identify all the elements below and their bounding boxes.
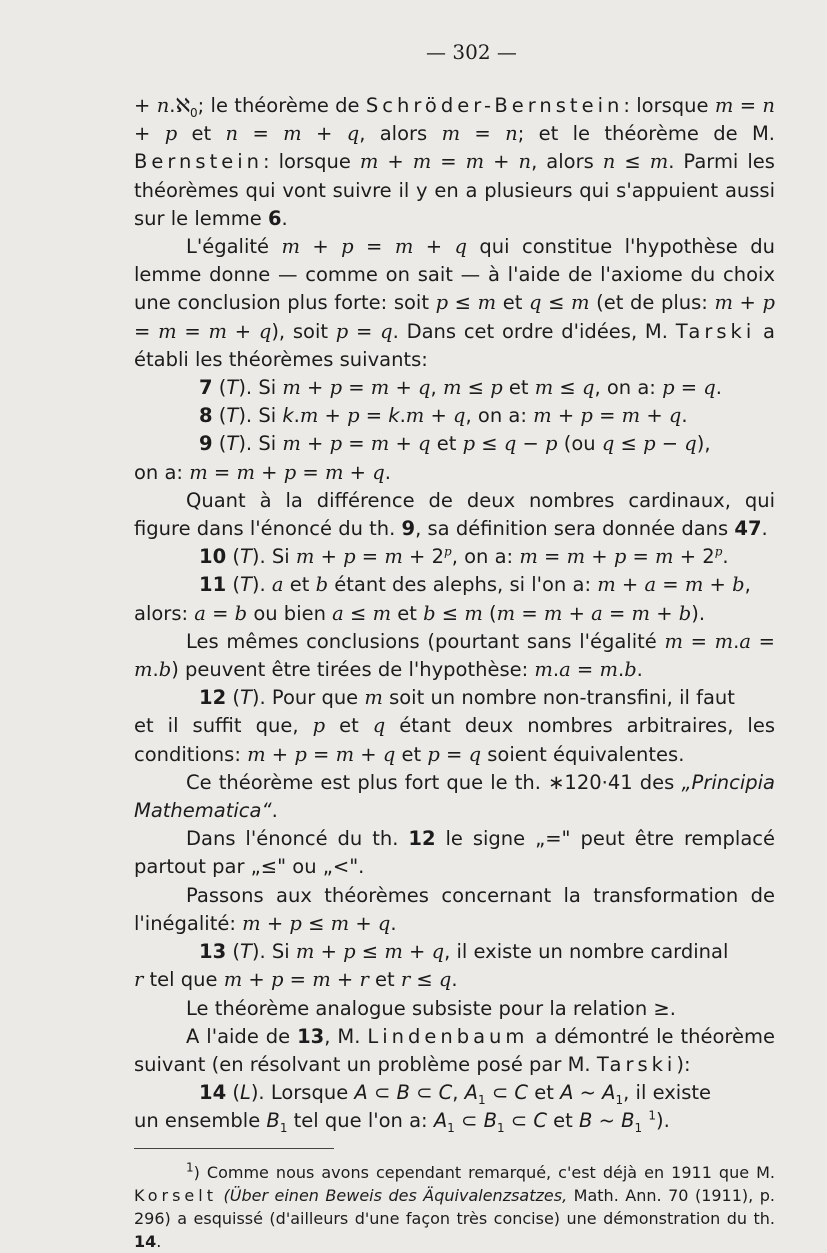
author-name: Korselt bbox=[134, 1185, 217, 1205]
citation-principia: „Principia Mathematica“ bbox=[134, 770, 775, 823]
paragraph: alors: a = b ou bien a ≤ m et b ≤ m (m = m + a = m + b). bbox=[134, 601, 706, 625]
theorem-ref: 6 bbox=[267, 206, 282, 230]
footnote: $^1$) Comme nous avons cependant remarqué, c'est déjà en 1911 que M. Korselt (Über einen Beweis des Äquivalenzsatzes, Math. Ann. 70 (1911), p. 296) a esquissé (d'ailleurs d'une façon très concise) une démonstration du th. 14. bbox=[134, 1160, 775, 1251]
paragraph: L'égalité m + p = m + q qui constitue l'hypothèse du lemme donne — comme on sait — à l'aide de l'axiome du choix une conclusion plus forte: soit p ≤ m et q ≤ m (et de plus: m + p = m = m + q), soit p = q. Dans cet ordre d'idées, M. Tarski a établi les théorèmes suivants: bbox=[134, 235, 775, 371]
theorem-8: 8 (T). Si k.m + p = k.m + q, on a: m + p = m + q. bbox=[199, 404, 688, 428]
page-number: — 302 — bbox=[426, 40, 517, 64]
theorem-13: 13 (T). Si m + p ≤ m + q, il existe un nombre cardinal bbox=[199, 940, 729, 964]
paragraph: Ce théorème est plus fort que le th. ∗120·41 des „Principia Mathematica“. bbox=[134, 770, 775, 823]
theorem-7: 7 (T). Si m + p = m + q, m ≤ p et m ≤ q, on a: p = q. bbox=[199, 376, 722, 400]
author-name: Tarski bbox=[675, 319, 756, 343]
citation-korselt: (Über einen Beweis des Äquivalenzsatzes, bbox=[223, 1185, 568, 1205]
author-name: Lindenbaum bbox=[367, 1024, 529, 1048]
paragraph: Dans l'énoncé du th. 12 le signe „=" peut être remplacé partout par „≤" ou „<". bbox=[134, 827, 776, 879]
paragraph: Quant à la différence de deux nombres cardinaux, qui figure dans l'énoncé du th. 9, sa définition sera donnée dans 47. bbox=[134, 488, 775, 541]
theorem-11: 11 (T). a et b étant des alephs, si l'on a: m + a = m + b, bbox=[199, 573, 751, 597]
author-name: Schröder-Bernstein bbox=[365, 94, 624, 117]
footnote-separator bbox=[134, 1148, 334, 1149]
paragraph: et il suffit que, p et q étant deux nombres arbitraires, les conditions: m + p = m + q et p = q soient équivalentes. bbox=[134, 714, 775, 766]
paragraph: Le théorème analogue subsiste pour la relation ≥. bbox=[186, 996, 676, 1020]
paragraph: r tel que m + p = m + r et r ≤ q. bbox=[134, 968, 458, 992]
theorem-9: 9 (T). Si m + p = m + q et p ≤ q − p (ou q ≤ p − q), bbox=[199, 432, 711, 456]
main-text bbox=[134, 92, 775, 1136]
paragraph: Les mêmes conclusions (pourtant sans l'égalité m = m.a = m.b) peuvent être tirées de l'hypothèse: m.a = m.b. bbox=[134, 629, 775, 682]
paragraph: un ensemble $B_1$ tel que l'on a: $A_1$ ⊂ $B_1$ ⊂ C et B ~ $B_1$ $^1$). bbox=[134, 1108, 670, 1136]
paragraph: + n.ℵ$_0$; le théorème de Schröder-Bernstein: lorsque m = n + p et n = m + q, alors m = n; et le théorème de M. Bernstein: lorsque m + m = m + n, alors n ≤ m. Parmi les théorèmes qui vont suivre il y en a plusieurs qui s'appuient aussi sur le lemme 6. bbox=[134, 94, 775, 230]
theorem-12: 12 (T). Pour que m soit un nombre non-transfini, il faut bbox=[199, 686, 735, 710]
paragraph: Passons aux théorèmes concernant la transformation de l'inégalité: m + p ≤ m + q. bbox=[134, 883, 775, 935]
theorem-10: 10 (T). Si $m + p = m + 2^p$, on a: $m = m + p = m + 2^p$. bbox=[199, 544, 729, 569]
paragraph: on a: m = m + p = m + q. bbox=[134, 460, 391, 484]
theorem-14: 14 (L). Lorsque A ⊂ B ⊂ C, $A_1$ ⊂ C et A ~ $A_1$, il existe bbox=[199, 1081, 712, 1107]
author-name: Bernstein bbox=[134, 150, 263, 174]
paragraph: A l'aide de 13, M. Lindenbaum a démontré le théorème suivant (en résolvant un problème posé par M. Tarski): bbox=[134, 1024, 775, 1076]
